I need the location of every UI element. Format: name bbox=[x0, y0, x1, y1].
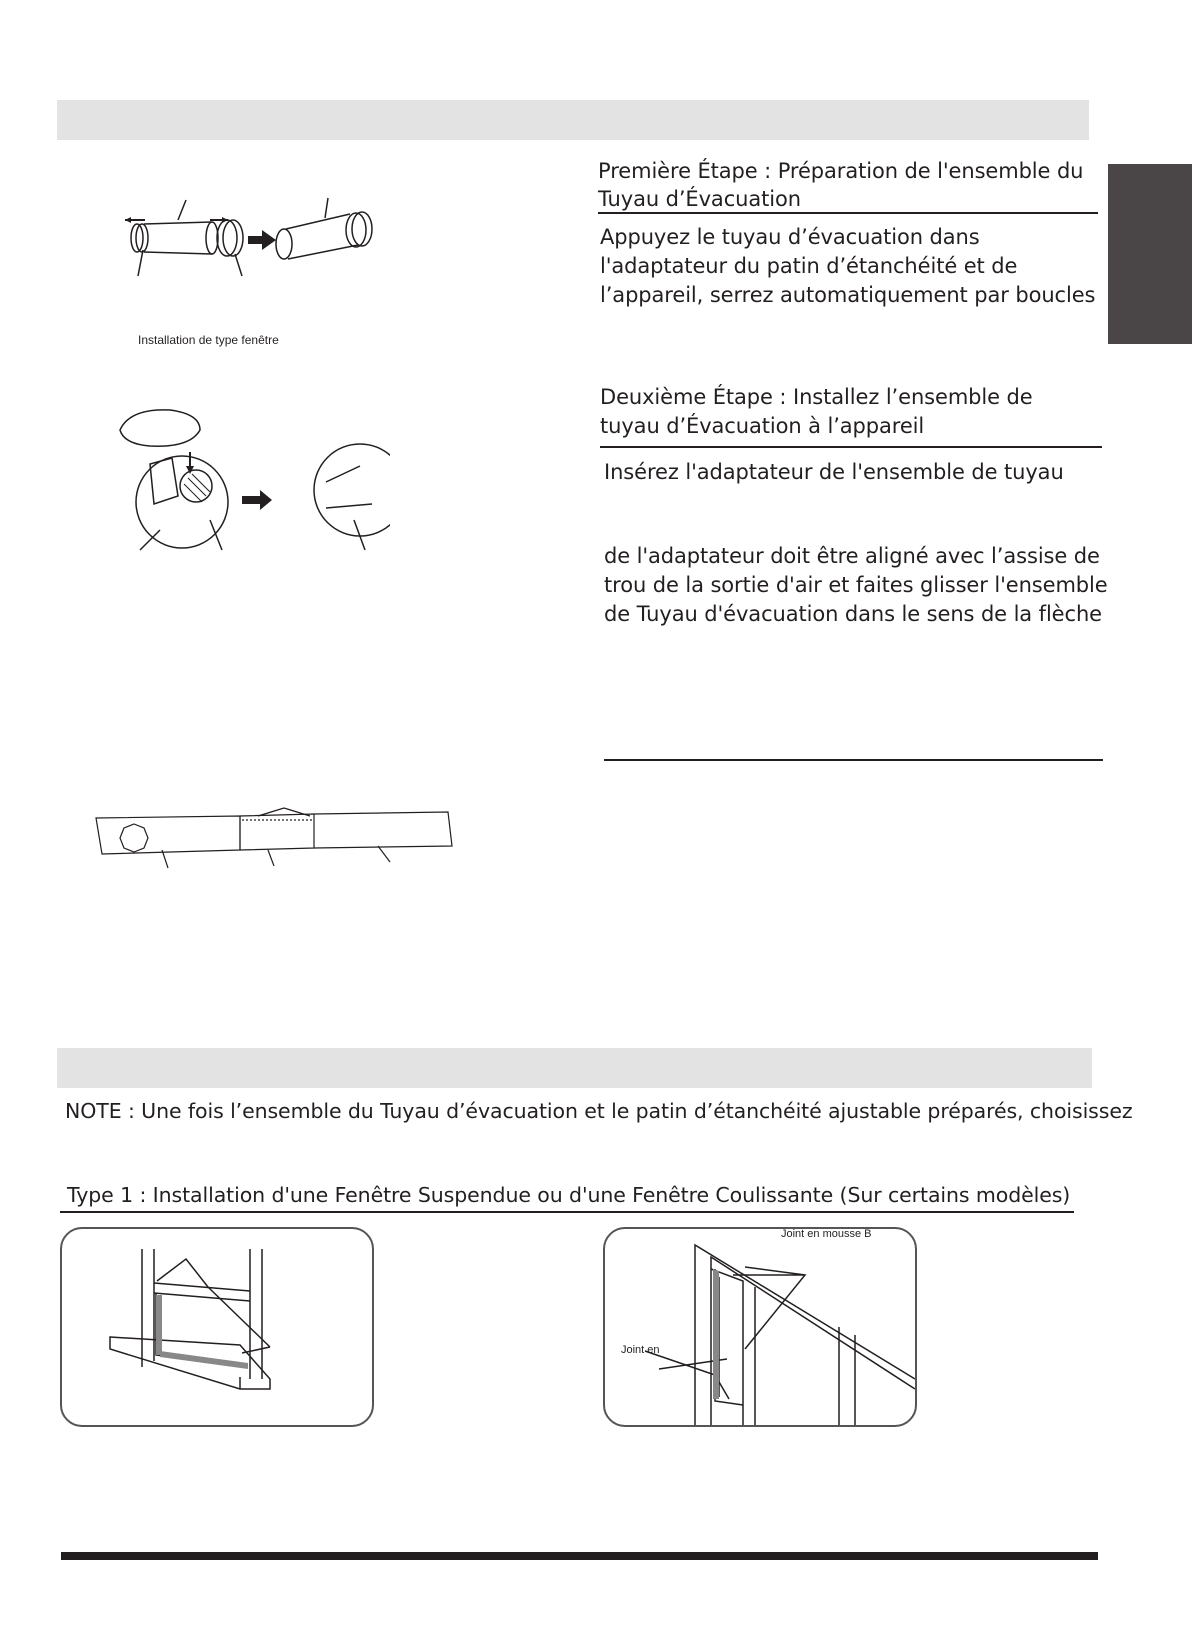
step1-title-line1: Première Étape : Préparation de l'ensemble du bbox=[598, 159, 1084, 183]
step2-title-line1: Deuxième Étape : Installez l’ensemble de bbox=[600, 385, 1033, 409]
step1-title-line2: Tuyau d’Évacuation bbox=[598, 187, 801, 211]
hose-assembly-figure bbox=[100, 190, 390, 290]
step1-body-line1: Appuyez le tuyau d’évacuation dans bbox=[600, 225, 980, 249]
section-header-bar-2 bbox=[57, 1048, 1092, 1088]
foam-seal-label: Joint en bbox=[621, 1344, 660, 1356]
step2-title-line2: tuyau d’Évacuation à l’appareil bbox=[600, 414, 925, 438]
attach-hose-figure bbox=[110, 400, 390, 560]
footer-bar bbox=[61, 1552, 1098, 1560]
hung-window-figure bbox=[60, 1227, 374, 1427]
step2-body-line2: trou de la sortie d'air et faites glisser l'ensemble bbox=[604, 573, 1108, 597]
step2-body-line3: de Tuyau d'évacuation dans le sens de la flèche bbox=[604, 602, 1102, 626]
step1-rule bbox=[598, 212, 1098, 214]
type1-title: Type 1 : Installation d'une Fenêtre Suspendue ou d'une Fenêtre Coulissante (Sur certains modèles) bbox=[67, 1183, 1071, 1207]
step2-body-line1: de l'adaptateur doit être aligné avec l’assise de bbox=[604, 544, 1100, 568]
language-side-tab bbox=[1108, 164, 1192, 344]
sliding-window-figure bbox=[603, 1227, 917, 1427]
type1-rule bbox=[60, 1211, 1074, 1213]
step2-bottom-rule bbox=[604, 759, 1103, 761]
step1-body-line2: l'adaptateur du patin d’étanchéité et de bbox=[600, 254, 1018, 278]
foam-seal-b-label: Joint en mousse B bbox=[781, 1228, 872, 1240]
section-header-bar bbox=[57, 100, 1089, 140]
figure-caption: Installation de type fenêtre bbox=[138, 333, 279, 347]
seal-plate-figure bbox=[90, 790, 470, 870]
step1-body-line3: l’appareil, serrez automatiquement par boucles bbox=[600, 283, 1096, 307]
note-text: NOTE : Une fois l’ensemble du Tuyau d’évacuation et le patin d’étanchéité ajustable préparés, choisissez bbox=[65, 1099, 1133, 1123]
step2-rule bbox=[600, 446, 1102, 448]
step2-body-first: Insérez l'adaptateur de l'ensemble de tuyau bbox=[604, 460, 1064, 484]
